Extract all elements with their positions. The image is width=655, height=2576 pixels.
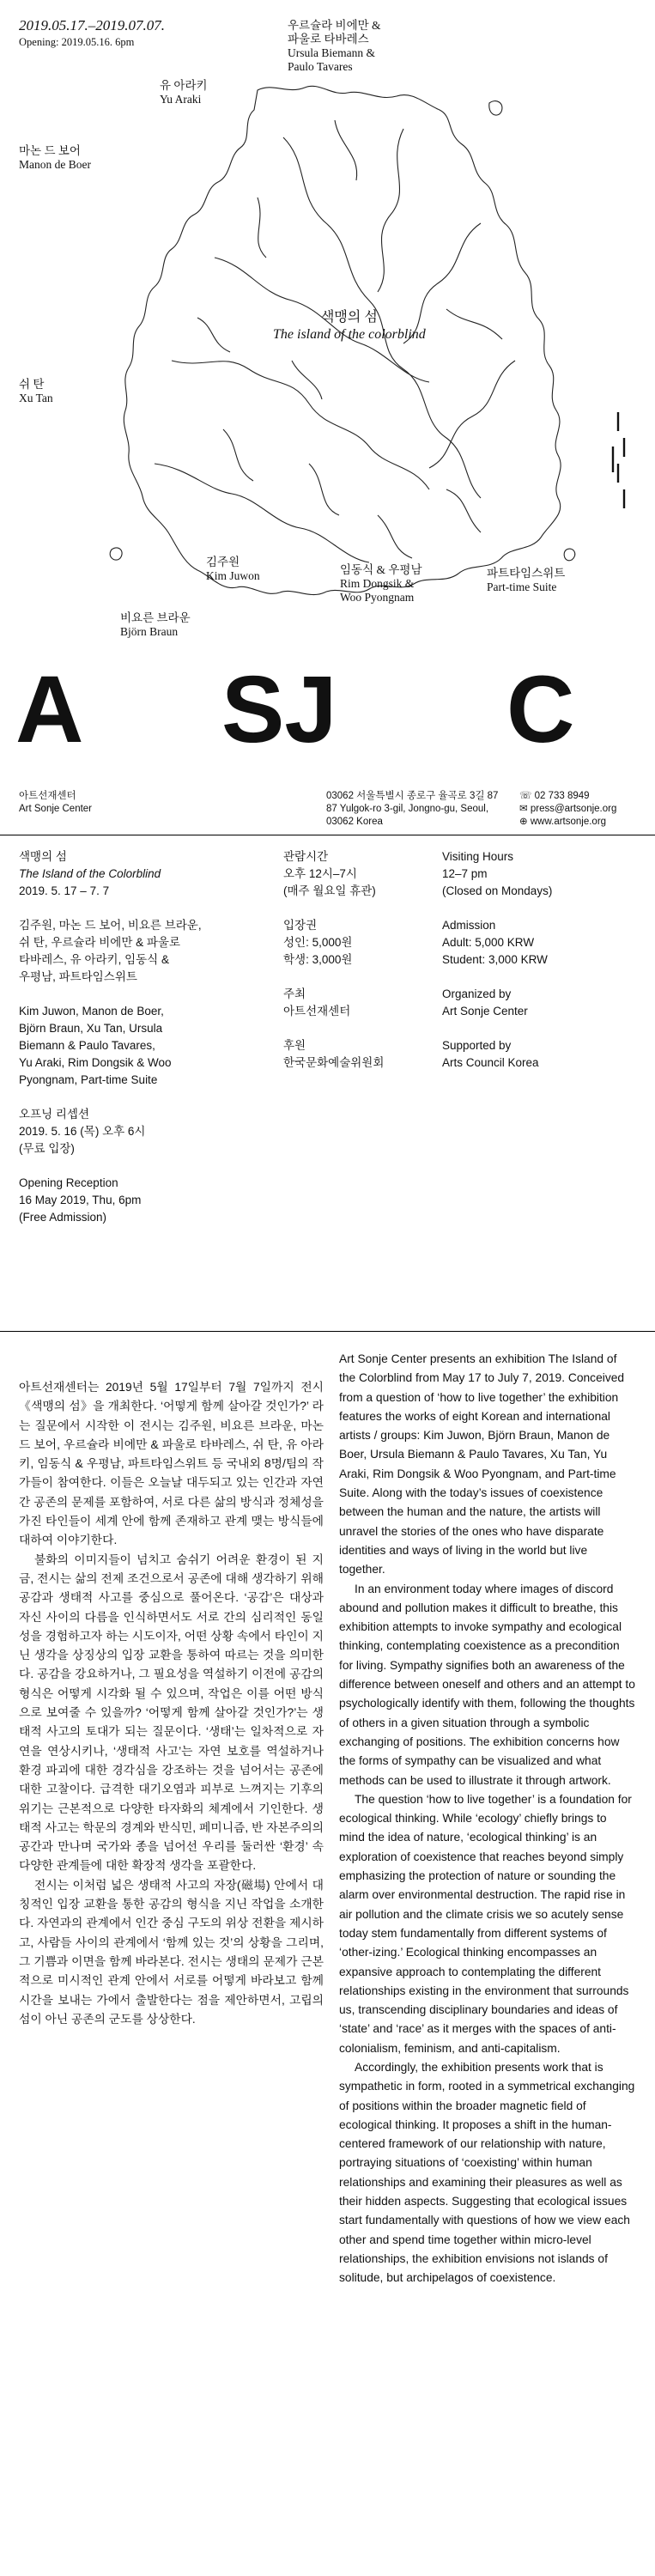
label-manon-de-boer: 마논 드 보어 Manon de Boer xyxy=(19,144,91,171)
website-link[interactable]: www.artsonje.org xyxy=(530,817,607,827)
label-kim-juwon: 김주원 Kim Juwon xyxy=(206,556,260,582)
institution-name: 아트선재센터 Art Sonje Center xyxy=(19,791,93,814)
decorative-marks xyxy=(613,412,624,508)
email-icon: ✉ xyxy=(519,804,531,814)
institution-contact: ☏ 02 733 8949 ✉ press@artsonje.org ⊕ www.artsonje.org xyxy=(519,791,617,827)
opening-date: Opening: 2019.05.16. 6pm xyxy=(19,36,135,48)
exhibition-dates: 2019.05.17.–2019.07.07. xyxy=(19,17,165,33)
phone-icon: ☏ xyxy=(519,791,535,801)
institution-address: 03062 서울특별시 종로구 율곡로 3길 87 87 Yulgok-ro 3-gil, Jongno-gu, Seoul, 03062 Korea xyxy=(326,791,499,827)
info-exhibition-column: 색맹의 섬 The Island of the Colorblind 2019. 5. 17 – 7. 7 김주원, 마논 드 보어, 비요른 브라운, 쉬 탄, 우르슐라 비에만 & 파울로 타바레스, 유 아라키, 임동식 & 우평남, 파트타임스위트 Kim Juwon, Manon de Boer, Björn Braun, Xu Tan, Ursula Biemann & Paulo Tavares, Yu Araki, Rim Dongsik & Woo Pyongnam, Part-time Suite 오프닝 리셉션 2019. 5. 16 (목) 오후 6시 (무료 입장) Opening Reception 16 May 2019, Thu, 6pm (Free Admission) xyxy=(19,850,202,1224)
label-bjorn-braun: 비요른 브라운 Björn Braun xyxy=(120,611,191,638)
label-biemann-tavares: 우르슐라 비에만 & 파울로 타바레스 Ursula Biemann & Paulo Tavares xyxy=(288,19,381,73)
label-xu-tan: 쉬 탄 Xu Tan xyxy=(19,378,53,404)
divider-body xyxy=(0,1331,655,1332)
label-rim-woo: 임동식 & 우평남 Rim Dongsik & Woo Pyongnam xyxy=(340,563,422,604)
label-part-time-suite: 파트타임스위트 Part-time Suite xyxy=(487,567,566,593)
logo-letters-sj: SJ xyxy=(221,657,337,762)
email-link[interactable]: press@artsonje.org xyxy=(530,804,617,814)
body-korean: 아트선재센터는 2019년 5월 17일부터 7월 7일까지 전시 《색맹의 섬》을 개최한다. ‘어떻게 함께 살아갈 것인가?’ 라는 질문에서 시작한 이 전시는 김주원, 비요른 브라운, 마논 드 보어, 우르슐라 비에만 & 파울로 타바레스, 쉬 탄, 유 아라키, 임동식 & 우평남, 파트타임스위트 등 국내외 8명/팀의 작가들이 참여한다. 이들은 오늘날 대두되고 있는 인간과 자연 간 공존의 문제를 포함하여, 서로 다른 삶의 방식과 정체성을 가진 타인들이 세계 안에 함께 존재하고 관계 맺는 방식들에 대하여 이야기한다. 불화의 이미지들이 넘치고 숨쉬기 어려운 환경이 된 지금, 전시는 삶의 전제 조건으로서 공존에 대해 생각하기 위해 공감과 생태적 사고를 중심으로 풀어온다. ‘공감’은 대상과 자신 사이의 다름을 인식하면서도 서로 간의 심리적인 동일성을 경험하고자 하는 시도이자, 어떤 상황 속에서 타인이 지닌 생각을 상징상의 입장 교환을 통하여 따르는 것을 의미한다. 공감을 강요하거나, 그 필요성을 역설하기 이전에 공감의 형식은 어떻게 시각화 될 수 있으며, 작업은 이를 어떤 방식으로 보여줄 수 있을까? ‘어떻게 함께 살아갈 것인가?’는 생태적 사고의 토대가 되는 질문이다. ‘생태’는 일차적으로 자연을 연상시키나, ‘생태적 사고’는 자연 보호를 역설하거나 환경 파괴에 대한 경각심을 강조하는 것을 넘어서는 공존에 대한 고찰이다. 급격한 대기오염과 피부로 느껴지는 기후의 위기는 근본적으로 다양한 타자화의 체계에서 기인한다. 생태적 사고는 학문의 경계와 반식민, 페미니즘, 반 자본주의의 공간과 만나며 국가와 종을 넘어선 우리를 둘러싼 ‘환경’ 속 다양한 관계들에 대한 확장적 생각을 포괄한다. 전시는 이처럼 넓은 생태적 사고의 자장(磁場) 안에서 대칭적인 입장 교환을 통한 공감의 형식을 지닌 작업을 소개한다. 자연과의 관계에서 인간 중심 구도의 위상 전환을 제시하고, 사람들 사이의 관계에서 ‘함께 있는 것’의 상황을 그리며, 그 기쁨과 이면을 함께 바라본다. 전시는 생태의 문제가 근본적으로 미시적인 관계 안에서 서로를 어떻게 바라보고 함께 시간을 보내는 가에서 출발한다는 점을 제안하면서, 고립의 섬이 아닌 공존의 군도를 상상한다. xyxy=(19,1381,324,2026)
body-english: Art Sonje Center presents an exhibition The Island of the Colorblind from May 17 to July 7, 2019. Conceived from a question of ‘how to live together’ the exhibition features the works of eight Korean and international artists / groups: Kim Juwon, Björn Braun, Manon de Boer, Ursula Biemann & Paulo Tavares, Xu Tan, Yu Araki, Rim Dongsik & Woo Pyongnam, and Part-time Suite. Along with the today’s issues of coexistence between the human and the nature, the artists will unravel the stories of the ones who have disparate identities and ways of living in the world but live together. In an environment today where images of discord abound and pollution makes it difficult to breathe, this exhibition attempts to invoke sympathy and ecological thinking, contemplating coexistence as a precondition for living. Sympathy signifies both an awareness of the difference between oneself and others and an attempt to psychologically identify with them, following the thoughts of others in a given situation through a symbolic exchanging of positions. The exhibition concerns how the forms of sympathy can be visualized and what methods can be used to illustrate it through artwork. The question ‘how to live together’ is a foundation for ecological thinking. While ‘ecology’ chiefly brings to mind the idea of nature, ‘ecological thinking’ is an exploration of coexistence that reaches beyond simply emphasizing the protection of nature or sounding the alarm over environmental destruction. The rapid rise in air pollution and the climate crisis we so acutely sense today stem fundamentally from different systems of ‘other-izing.’ Ecological thinking encompasses an expansive approach to contemplating the different relationships existing in the environment that surrounds us, transcending disciplinary boundaries and ideas of ‘state’ and ‘race’ as it merges with the spaces of anti-colonialism, feminism, and anti-capitalism. Accordingly, the exhibition presents work that is sympathetic in form, rooted in a symmetrical exchanging of positions within the broader magnetic field of ecological thinking. It proposes a shift in the human-centered framework of our relationship with nature, portraying situations of ‘coexisting’ within human relationships and examining their pleasures as well as their hidden aspects. Suggesting that ecological issues start fundamentally with questions of how we view each other and spend time together within micro-level relationships, the exhibition envisions not islands of solitude, but archipelagos of coexistence. xyxy=(339,1352,635,2285)
logo-letter-a: A xyxy=(15,657,84,762)
info-english-column: Visiting Hours 12–7 pm (Closed on Mondays) Admission Adult: 5,000 KRW Student: 3,000 KRW Organized by Art Sonje Center Supported by Arts Council Korea xyxy=(442,850,553,1069)
logo-letter-c: C xyxy=(506,657,575,762)
map-title: 색맹의 섬 The island of the colorblind xyxy=(273,310,426,342)
web-icon: ⊕ xyxy=(519,817,531,827)
label-yu-araki: 유 아라키 Yu Araki xyxy=(160,79,208,106)
info-korean-column: 관람시간 오후 12시–7시 (매주 월요일 휴관) 입장권 성인: 5,000원 학생: 3,000원 주최 아트선재센터 후원 한국문화예술위원회 xyxy=(283,850,385,1069)
